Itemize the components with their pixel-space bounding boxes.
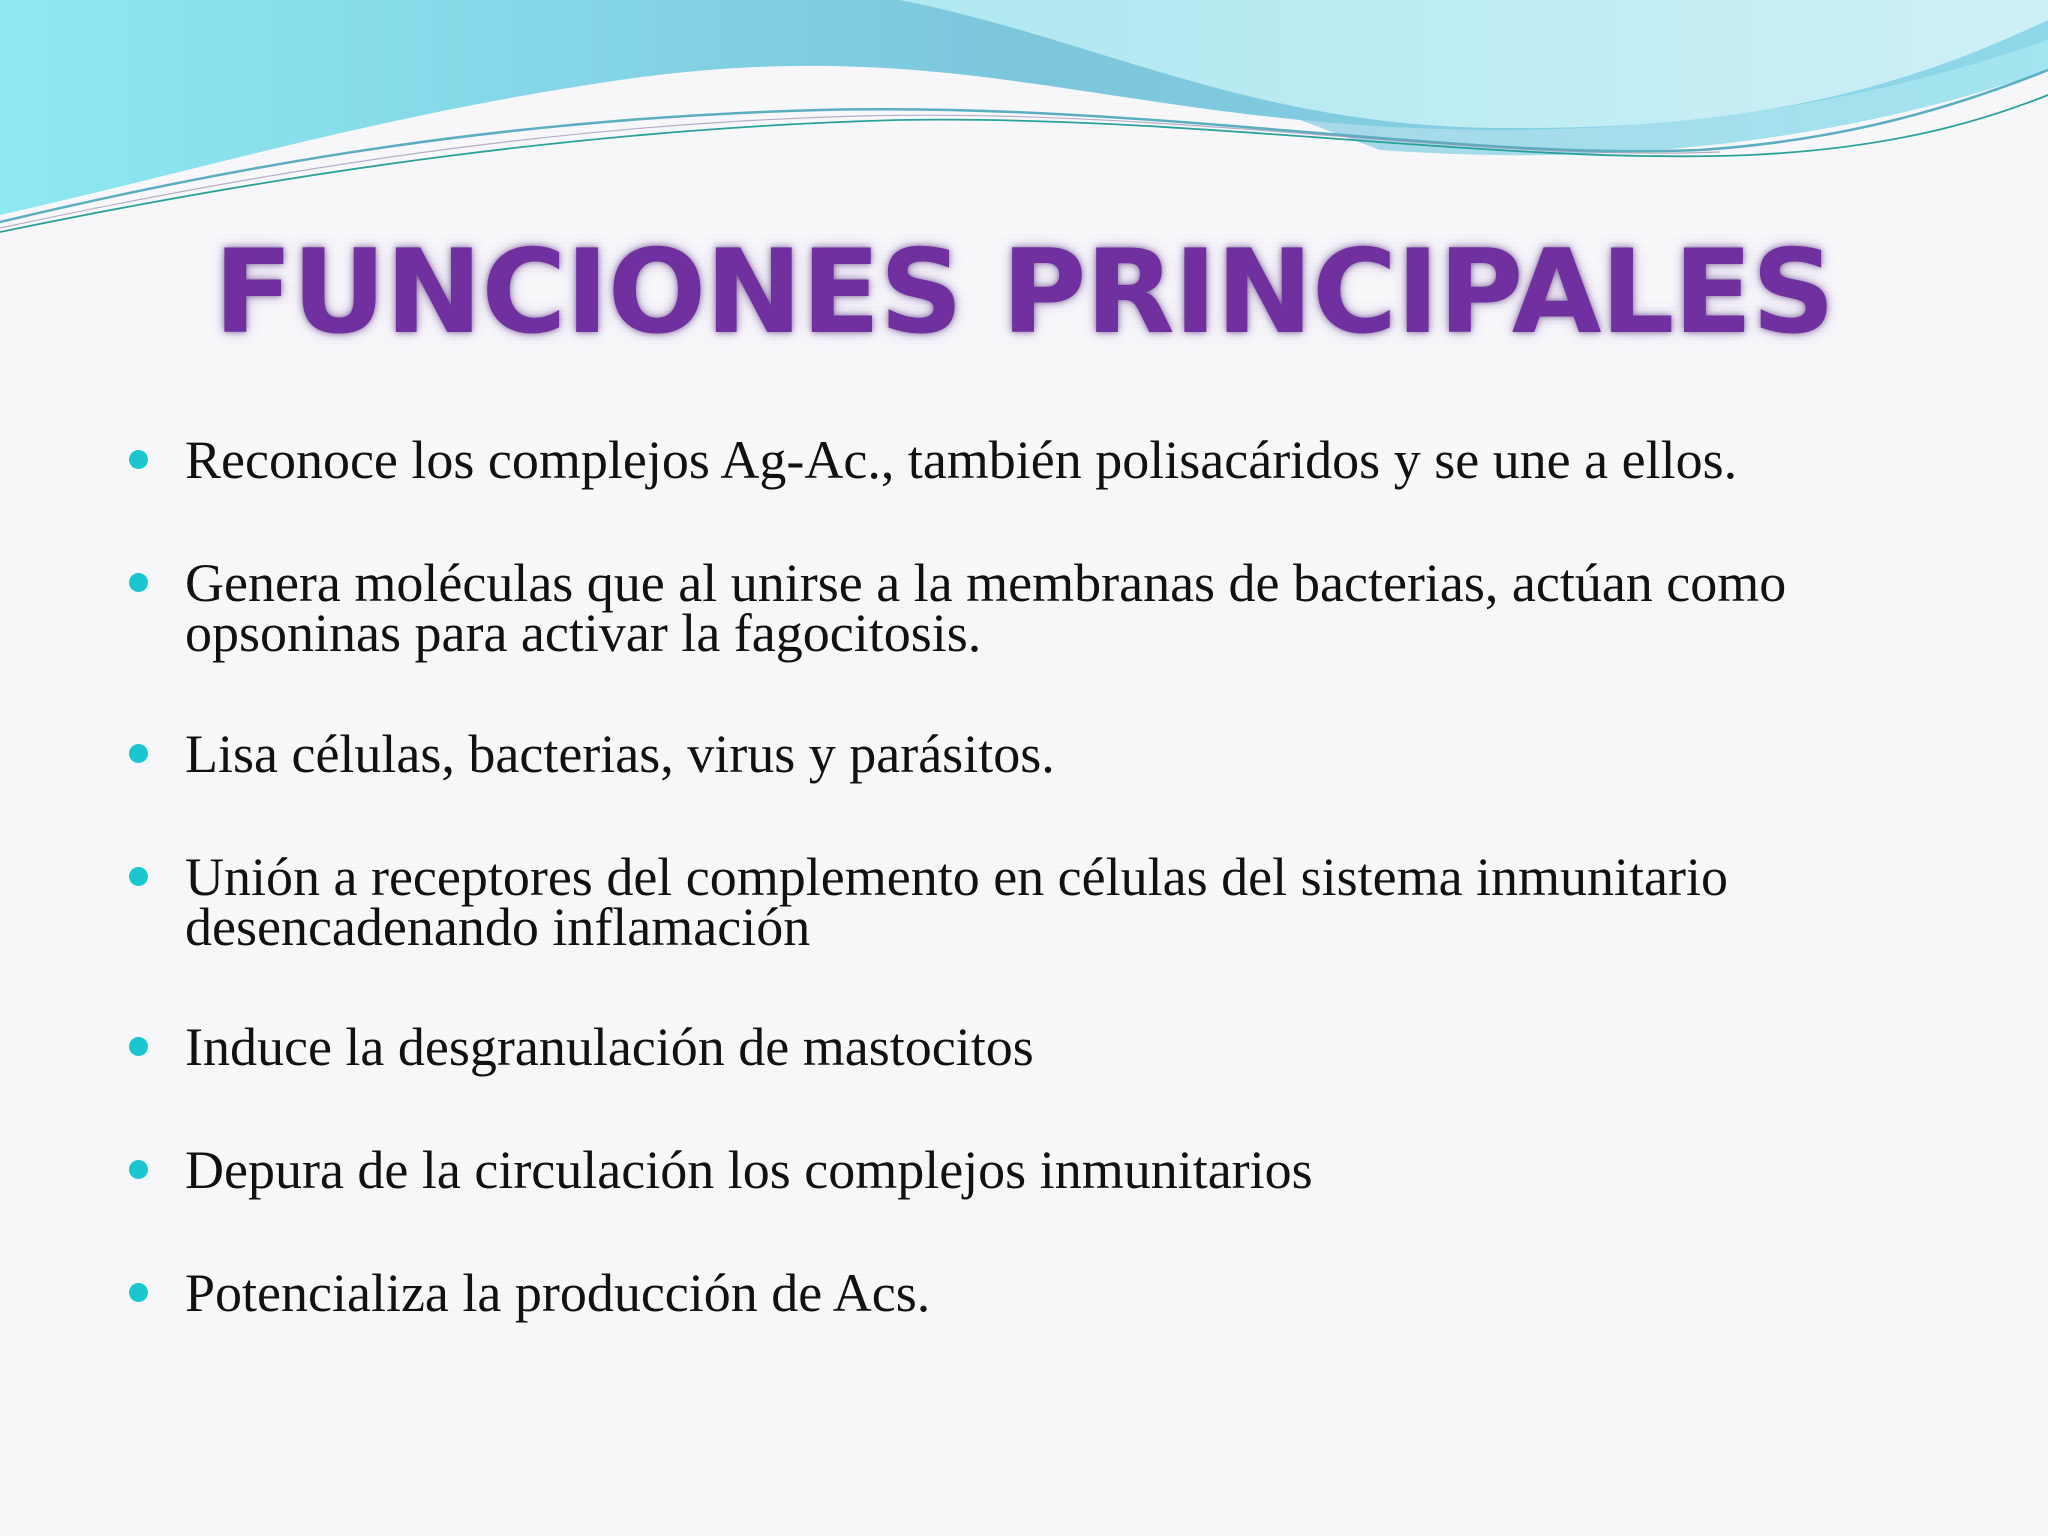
bullet-text: Lisa células, bacterias, virus y parásitos. — [185, 724, 1055, 784]
bullet-text: Genera moléculas que al unirse a la membranas de bacterias, actúan como opsoninas para activar la fagocitosis. — [185, 553, 1787, 663]
bullet-item — [185, 553, 2005, 663]
bullet-icon — [129, 1037, 148, 1056]
bullet-item — [185, 847, 2005, 957]
bullet-text: Potencializa la producción de Acs. — [185, 1263, 931, 1323]
bullet-text: Reconoce los complejos Ag-Ac., también polisacáridos y se une a ellos. — [185, 430, 1738, 490]
bullet-item — [185, 1263, 2005, 1323]
bullet-icon — [129, 867, 148, 886]
bullet-item — [185, 1017, 2005, 1077]
bullet-text: Induce la desgranulación de mastocitos — [185, 1017, 1034, 1077]
bullet-icon — [129, 450, 148, 469]
bullet-icon — [129, 1160, 148, 1179]
slide-title: FUNCIONES PRINCIPALES — [213, 225, 1835, 360]
bullet-item — [185, 724, 2005, 784]
bullet-icon — [129, 1283, 148, 1302]
bullet-icon — [129, 744, 148, 763]
bullet-text: Unión a receptores del complemento en células del sistema inmunitario desencadenando inflamación — [185, 847, 1729, 957]
bullet-item — [185, 430, 2005, 490]
bullet-icon — [129, 573, 148, 592]
bullet-text: Depura de la circulación los complejos inmunitarios — [185, 1140, 1313, 1200]
bullet-item — [185, 1140, 2005, 1200]
